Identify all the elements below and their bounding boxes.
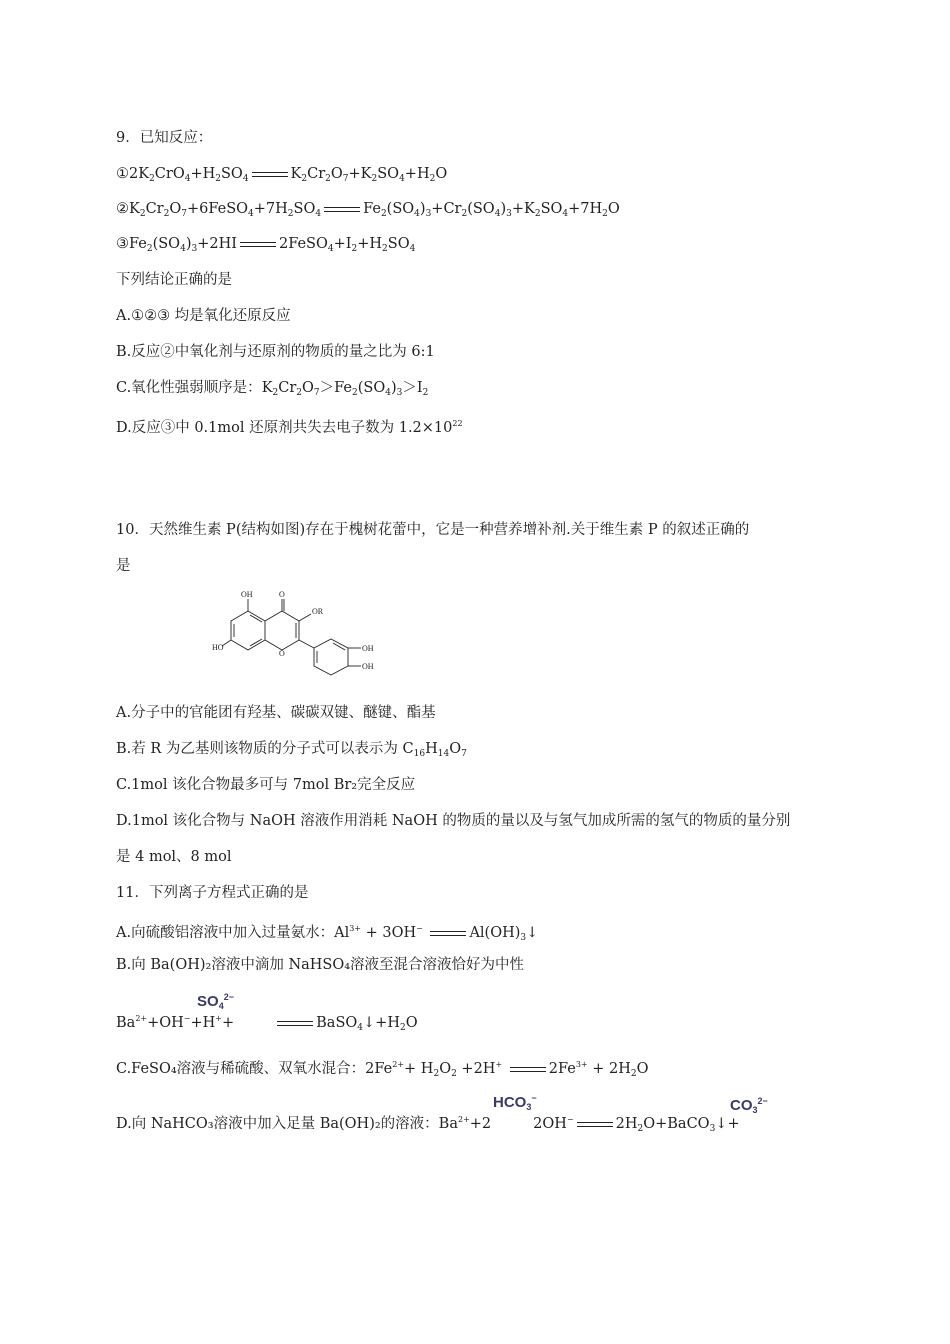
- equals-sign: [510, 1067, 546, 1072]
- vitamin-p-structure: [212, 588, 398, 674]
- q10-title-line2: 是: [116, 558, 131, 574]
- q11-option-c: C.FeSO₄溶液与稀硫酸、双氧水混合：$2Fe^{2+}+ H_2O_2 +2H^+$ $2Fe^{3+} + 2H_2O$: [116, 1060, 649, 1079]
- q9-option-c-text: C.氧化性强弱顺序是：: [116, 380, 262, 396]
- q11-option-b-equation: $Ba^{2+}+OH^-+H^++$ $BaSO_4↓+H_2O$: [116, 1014, 418, 1033]
- structure-label-oh-r2: OH: [362, 662, 374, 671]
- q10-option-c: C.1mol 该化合物最多可与 7mol Br₂完全反应: [116, 777, 416, 793]
- q9-reaction-1-label: ①: [116, 166, 129, 182]
- q9-option-b: B.反应②中氧化剂与还原剂的物质的量之比为 6:1: [116, 344, 435, 360]
- structure-label-ho: HO: [212, 643, 224, 652]
- equals-sign: [430, 931, 466, 936]
- q9-option-d-text: D.反应③中 0.1mol 还原剂共失去电子数为 1.2×10: [116, 420, 453, 436]
- q9-option-c: C.氧化性强弱顺序是：$K_2Cr_2O_7>Fe_2(SO_4)_3>I_2$: [116, 380, 429, 398]
- equals-sign: [577, 1122, 613, 1127]
- q10-option-b-text: B.若 R 为乙基则该物质的分子式可以表示为: [116, 741, 403, 757]
- q9-reaction-1: $①2K_2CrO_4+H_2SO_4$ $K_2Cr_2O_7+K_2SO_4+H_2O$: [116, 166, 448, 184]
- q11-option-b-line1: B.向 Ba(OH)₂溶液中滴加 NaHSO₄溶液至混合溶液恰好为中性: [116, 957, 525, 973]
- q9-prompt: 下列结论正确的是: [116, 272, 232, 288]
- carbonate-ion-image: $CO_3^{2-}$: [730, 1096, 768, 1115]
- sulfate-ion-image: $SO_4^{2-}$: [197, 992, 234, 1011]
- q11-title: 11．下列离子方程式正确的是: [116, 885, 309, 901]
- q10-option-a: A.分子中的官能团有羟基、碳碳双键、醚键、酯基: [116, 705, 436, 721]
- bicarbonate-ion-image: $HCO_3^-$: [493, 1093, 537, 1112]
- q10-option-d-line1: D.1mol 该化合物与 NaOH 溶液作用消耗 NaOH 的物质的量以及与氢气加成所需的氢气的物质的量分别: [116, 813, 791, 829]
- equals-sign: [252, 172, 288, 177]
- q9-option-d-exponent: 22: [452, 419, 463, 428]
- q10-option-b: B.若 R 为乙基则该物质的分子式可以表示为 $C_{16}H_{14}O_7$: [116, 741, 467, 759]
- q9-reaction-3-label: ③: [116, 236, 129, 252]
- q9-option-d: [116, 414, 463, 438]
- structure-label-oh-r1: OH: [362, 644, 374, 653]
- q9-reaction-2: $②K_2Cr_2O_7+6FeSO_4+7H_2SO_4$ $Fe_2(SO_4)_3+Cr_2(SO_4)_3+K_2SO_4+7H_2O$: [116, 201, 620, 219]
- q9-title: 9．已知反应：: [116, 130, 213, 146]
- q9-option-a: A.①②③ 均是氧化还原反应: [116, 308, 291, 324]
- structure-label-o-top: O: [279, 590, 285, 599]
- q10-title-line1: 10．天然维生素 P(结构如图)存在于槐树花蕾中，它是一种营养增补剂.关于维生素 P 的叙述正确的: [116, 522, 750, 538]
- equals-sign: [240, 242, 276, 247]
- q11-option-a-text: A.向硫酸铝溶液中加入过量氨水：: [116, 925, 335, 941]
- q9-reaction-3: $③Fe_2(SO_4)_3+2HI$ $2FeSO_4+I_2+H_2SO_4$: [116, 236, 416, 254]
- equals-sign: [324, 207, 360, 212]
- q11-option-c-text: C.FeSO₄溶液与稀硫酸、双氧水混合：: [116, 1061, 366, 1077]
- q11-option-d: D.向 NaHCO₃溶液中加入足量 Ba(OH)₂的溶液：$Ba^{2+}+2$ 2OH− $2H_2O+BaCO_3↓+$: [116, 1115, 740, 1134]
- structure-label-o-ring: O: [279, 649, 285, 658]
- q11-option-d-text: D.向 NaHCO₃溶液中加入足量 Ba(OH)₂的溶液：: [116, 1116, 439, 1132]
- structure-label-oh-top: OH: [241, 590, 253, 599]
- q11-option-a: A.向硫酸铝溶液中加入过量氨水：$Al^{3+} + 3OH^-$ $Al(OH)_3↓$: [116, 924, 539, 943]
- structure-label-or: OR: [312, 607, 324, 616]
- q10-option-d-line2: 是 4 mol、8 mol: [116, 849, 232, 865]
- equals-sign: [277, 1021, 313, 1026]
- q9-reaction-2-label: ②: [116, 201, 129, 217]
